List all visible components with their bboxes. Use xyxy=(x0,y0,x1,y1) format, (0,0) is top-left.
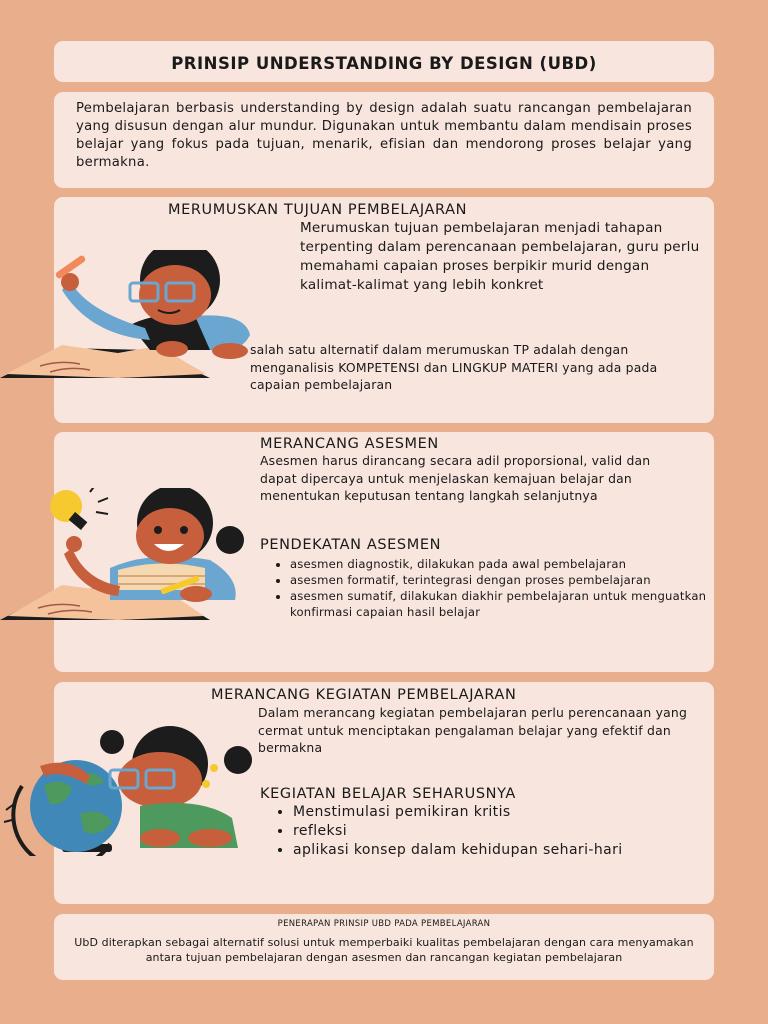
child-lightbulb-illustration xyxy=(0,488,256,628)
title-card xyxy=(54,41,714,82)
intro-text: Pembelajaran berbasis understanding by design adalah suatu rancangan pembelajaran yang disusun dengan alur mundur. Digunakan untuk membantu dalam mendisain proses belajar yang fokus pada tujuan, menarik, efisian dan mendorong proses belajar yang bermakna. xyxy=(76,101,692,170)
section-tujuan-text: Merumuskan tujuan pembelajaran menjadi tahapan terpenting dalam perencanaan pembelajaran, guru perlu memahami capaian proses berpikir murid dengan kalimat-kalimat yang lebih konkret xyxy=(300,220,700,293)
footer-text: UbD diterapkan sebagai alternatif solusi untuk memperbaiki kualitas pembelajaran dengan cara menyamakan antara tujuan pembelajaran dengan asesmen dan rancangan kegiatan pembelajaran xyxy=(74,936,694,964)
child-writing-illustration xyxy=(0,250,260,385)
list-item: • asesmen formatif, terintegrasi dengan proses pembelajaran xyxy=(290,572,710,588)
section-asesmen-heading: MERANCANG ASESMEN xyxy=(260,436,439,452)
list-item: • Menstimulasi pemikiran kritis xyxy=(293,803,693,822)
child-globe-illustration xyxy=(0,726,262,856)
pendekatan-asesmen-heading: PENDEKATAN ASESMEN xyxy=(260,537,442,553)
section-asesmen-text: Asesmen harus dirancang secara adil proporsional, valid dan dapat dipercaya untuk menjelaskan kemajuan belajar dan menentukan keputusan tentang langkah selanjutnya xyxy=(260,453,651,503)
kegiatan-belajar-heading: KEGIATAN BELAJAR SEHARUSNYA xyxy=(260,786,516,802)
footer-card xyxy=(54,914,714,980)
list-item: • asesmen sumatif, dilakukan diakhir pembelajaran untuk menguatkan konfirmasi capaian hasil belajar xyxy=(290,588,710,620)
section-kegiatan-text: Dalam merancang kegiatan pembelajaran perlu perencanaan yang cermat untuk menciptakan pengalaman belajar yang efektif dan bermakna xyxy=(258,705,688,755)
list-item: • refleksi xyxy=(293,822,693,841)
list-item: • asesmen diagnostik, dilakukan pada awal pembelajaran xyxy=(290,556,710,572)
page-title: PRINSIP UNDERSTANDING BY DESIGN (UBD) xyxy=(171,54,597,74)
kegiatan-belajar-list xyxy=(275,803,693,860)
list-item: • aplikasi konsep dalam kehidupan sehari-hari xyxy=(293,841,693,860)
section-tujuan-note: salah satu alternatif dalam merumuskan TP adalah dengan menganalisis KOMPETENSI dan LINGKUP MATERI yang ada pada capaian pembelajaran xyxy=(250,342,658,392)
section-tujuan-heading: MERUMUSKAN TUJUAN PEMBELAJARAN xyxy=(168,202,468,218)
section-kegiatan-heading: MERANCANG KEGIATAN PEMBELAJARAN xyxy=(211,687,517,703)
pendekatan-asesmen-list xyxy=(272,556,710,620)
footer-heading: PENERAPAN PRINSIP UBD PADA PEMBELAJARAN xyxy=(277,919,491,929)
intro-card xyxy=(54,92,714,188)
